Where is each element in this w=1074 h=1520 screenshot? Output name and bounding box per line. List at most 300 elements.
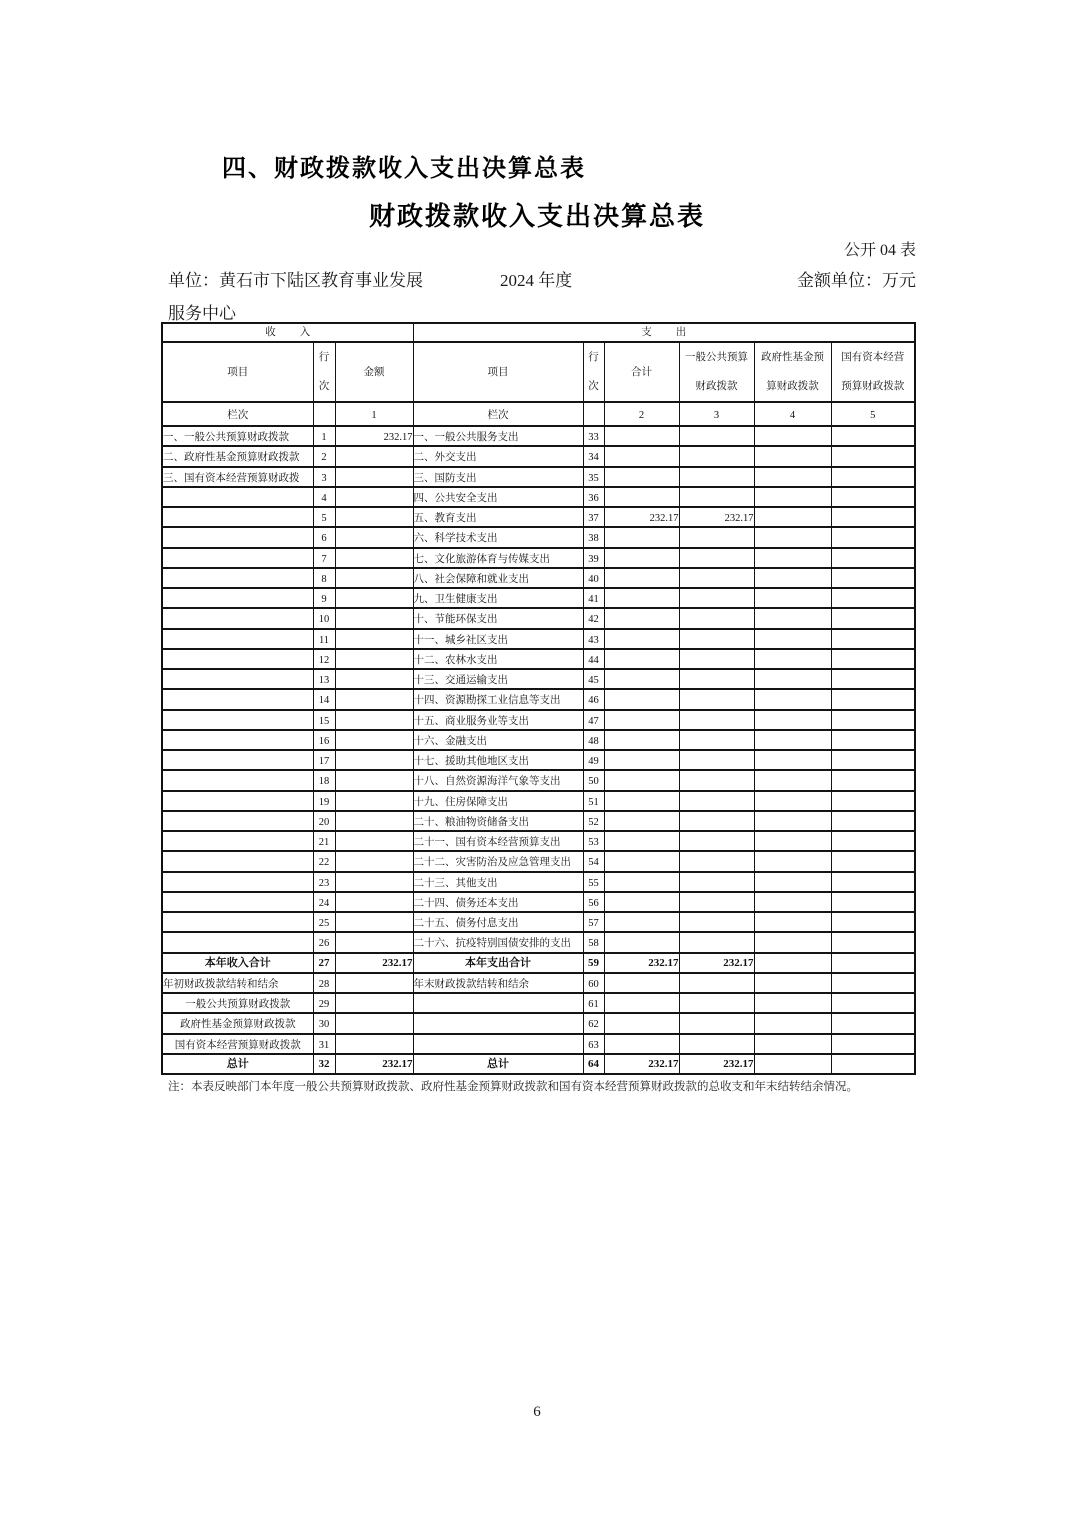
gov-fund-cell <box>754 629 831 649</box>
row-no-char2: 次 <box>588 381 599 392</box>
expense-row-no-cell: 64 <box>583 1054 604 1074</box>
row-no-char2: 次 <box>318 381 330 392</box>
table-title: 财政拨款收入支出决算总表 <box>368 201 705 231</box>
expense-row-no-cell: 36 <box>583 487 604 507</box>
expense-item-cell <box>413 1013 583 1033</box>
income-item-cell <box>162 912 313 932</box>
gov-fund-cell <box>754 588 831 608</box>
income-amount-cell <box>335 831 413 851</box>
expense-row-no-cell: 45 <box>583 669 604 689</box>
expense-lanci-label: 栏次 <box>413 402 583 426</box>
expense-total-cell <box>604 851 679 871</box>
income-item-cell <box>162 750 313 770</box>
general-budget-cell <box>679 527 754 547</box>
unit-label-line1: 单位：黄石市下陆区教育事业发展 <box>168 271 423 290</box>
state-capital-cell <box>831 568 915 588</box>
expense-section-header: 支出 <box>413 323 915 342</box>
gov-fund-cell <box>754 1013 831 1033</box>
general-budget-cell <box>679 973 754 993</box>
expense-row-no-cell: 51 <box>583 791 604 811</box>
footnote: 注：本表反映部门本年度一般公共预算财政拨款、政府性基金预算财政拨款和国有资本经营预算财政拨款的总收支和年末结转结余情况。 <box>168 1081 858 1093</box>
state-capital-cell <box>831 507 915 527</box>
expense-item-cell: 二十、粮油物资储备支出 <box>413 811 583 831</box>
income-amount-cell <box>335 932 413 952</box>
state-capital-cell <box>831 649 915 669</box>
gov-fund-cell <box>754 608 831 628</box>
gov-fund-cell <box>754 851 831 871</box>
income-amount-cell <box>335 446 413 466</box>
general-budget-cell <box>679 791 754 811</box>
income-row-no-cell: 29 <box>313 993 335 1013</box>
expense-total-cell <box>604 527 679 547</box>
expense-item-cell: 二十五、债务付息支出 <box>413 912 583 932</box>
income-amount-cell: 232.17 <box>335 953 413 973</box>
expense-item-cell: 八、社会保障和就业支出 <box>413 568 583 588</box>
income-item-cell <box>162 588 313 608</box>
gov-fund-cell <box>754 892 831 912</box>
row-no-char1: 行 <box>318 352 330 363</box>
expense-total-cell <box>604 1013 679 1033</box>
expense-row-no-index <box>583 402 604 426</box>
income-row-no-cell: 1 <box>313 426 335 446</box>
col-header-expense-row-no <box>583 342 604 402</box>
expense-total-cell <box>604 608 679 628</box>
expense-total-cell <box>604 791 679 811</box>
income-row-no-cell: 3 <box>313 467 335 487</box>
expense-row-no-cell: 57 <box>583 912 604 932</box>
general-budget-cell <box>679 649 754 669</box>
gov-fund-cell <box>754 770 831 790</box>
income-amount-cell <box>335 608 413 628</box>
income-item-cell <box>162 831 313 851</box>
income-item-cell <box>162 811 313 831</box>
general-budget-cell <box>679 669 754 689</box>
state-capital-cell <box>831 851 915 871</box>
income-row-no-cell: 26 <box>313 932 335 952</box>
general-budget-cell <box>679 487 754 507</box>
gov-fund-cell <box>754 973 831 993</box>
income-amount-cell: 232.17 <box>335 426 413 446</box>
state-capital-cell <box>831 953 915 973</box>
income-row-no-cell: 4 <box>313 487 335 507</box>
expense-total-cell <box>604 993 679 1013</box>
income-amount-cell <box>335 649 413 669</box>
form-number-label: 公开 04 表 <box>843 242 916 259</box>
state-capital-cell <box>831 912 915 932</box>
gov-fund-col-index: 4 <box>754 402 831 426</box>
general-budget-cell <box>679 568 754 588</box>
expense-item-cell: 一、一般公共服务支出 <box>413 426 583 446</box>
income-item-cell <box>162 770 313 790</box>
expense-total-cell: 232.17 <box>604 953 679 973</box>
expense-total-cell <box>604 750 679 770</box>
table-row <box>162 548 915 568</box>
expense-item-cell <box>413 1034 583 1054</box>
gov-fund-cell <box>754 872 831 892</box>
expense-row-no-cell: 55 <box>583 872 604 892</box>
income-amount-cell <box>335 548 413 568</box>
state-capital-cell <box>831 467 915 487</box>
state-capital-cell <box>831 932 915 952</box>
gov-fund-cell <box>754 791 831 811</box>
income-row-no-cell: 30 <box>313 1013 335 1033</box>
state-capital-cell <box>831 892 915 912</box>
table-row <box>162 932 915 952</box>
income-amount-cell <box>335 689 413 709</box>
expense-row-no-cell: 50 <box>583 770 604 790</box>
income-amount-cell <box>335 973 413 993</box>
state-capital-cell <box>831 811 915 831</box>
income-row-no-cell: 24 <box>313 892 335 912</box>
expense-total-cell <box>604 973 679 993</box>
state-capital-cell <box>831 973 915 993</box>
expense-row-no-cell: 48 <box>583 730 604 750</box>
income-row-no-cell: 28 <box>313 973 335 993</box>
general-budget-cell <box>679 831 754 851</box>
general-budget-line1: 一般公共预算 <box>685 352 748 363</box>
income-amount-cell <box>335 568 413 588</box>
table-row <box>162 487 915 507</box>
col-header-amount: 金额 <box>335 342 413 402</box>
table-row <box>162 588 915 608</box>
table-body <box>162 426 915 1074</box>
income-item-cell <box>162 629 313 649</box>
expense-row-no-cell: 49 <box>583 750 604 770</box>
gov-fund-cell <box>754 710 831 730</box>
expense-total-cell <box>604 548 679 568</box>
expense-item-cell <box>413 993 583 1013</box>
page-number: 6 <box>533 1404 541 1420</box>
state-capital-cell <box>831 588 915 608</box>
expense-item-cell: 本年支出合计 <box>413 953 583 973</box>
expense-row-no-cell: 37 <box>583 507 604 527</box>
expense-row-no-cell: 42 <box>583 608 604 628</box>
gov-fund-cell <box>754 467 831 487</box>
income-item-cell <box>162 568 313 588</box>
income-row-no-cell: 18 <box>313 770 335 790</box>
expense-item-cell: 十四、资源勘探工业信息等支出 <box>413 689 583 709</box>
income-amount-cell <box>335 710 413 730</box>
income-amount-cell <box>335 892 413 912</box>
state-capital-line1: 国有资本经营 <box>841 352 905 363</box>
income-row-no-cell: 22 <box>313 851 335 871</box>
gov-fund-cell <box>754 912 831 932</box>
income-row-no-cell: 12 <box>313 649 335 669</box>
expense-item-cell: 十、节能环保支出 <box>413 608 583 628</box>
income-item-cell <box>162 689 313 709</box>
gov-fund-cell <box>754 953 831 973</box>
income-row-no-cell: 15 <box>313 710 335 730</box>
expense-row-no-cell: 62 <box>583 1013 604 1033</box>
table-row <box>162 467 915 487</box>
income-item-cell: 政府性基金预算财政拨款 <box>162 1013 313 1033</box>
table-row <box>162 912 915 932</box>
gov-fund-cell <box>754 527 831 547</box>
general-budget-cell <box>679 1034 754 1054</box>
general-budget-cell: 232.17 <box>679 953 754 973</box>
expense-total-cell <box>604 588 679 608</box>
state-capital-line2: 预算财政拨款 <box>841 381 905 392</box>
expense-item-cell: 年末财政拨款结转和结余 <box>413 973 583 993</box>
income-row-no-cell: 5 <box>313 507 335 527</box>
col-header-income-item: 项目 <box>162 342 313 402</box>
amount-unit-label: 金额单位：万元 <box>797 271 916 290</box>
general-budget-cell <box>679 872 754 892</box>
expense-total-cell <box>604 467 679 487</box>
unit-label <box>168 264 468 330</box>
general-budget-cell: 232.17 <box>679 1054 754 1074</box>
table-row <box>162 446 915 466</box>
table-row <box>162 730 915 750</box>
table-row <box>162 1034 915 1054</box>
expense-item-cell: 十八、自然资源海洋气象等支出 <box>413 770 583 790</box>
state-capital-cell <box>831 730 915 750</box>
general-budget-cell <box>679 446 754 466</box>
state-capital-cell <box>831 446 915 466</box>
table-row <box>162 426 915 446</box>
expense-item-cell: 二十三、其他支出 <box>413 872 583 892</box>
state-capital-cell <box>831 993 915 1013</box>
income-item-cell <box>162 851 313 871</box>
income-item-cell <box>162 892 313 912</box>
table-row <box>162 568 915 588</box>
expense-row-no-cell: 39 <box>583 548 604 568</box>
expense-row-no-cell: 47 <box>583 710 604 730</box>
income-row-no-cell: 16 <box>313 730 335 750</box>
expense-total-cell <box>604 932 679 952</box>
income-row-no-cell: 17 <box>313 750 335 770</box>
income-item-cell <box>162 932 313 952</box>
gov-fund-cell <box>754 730 831 750</box>
general-budget-cell <box>679 811 754 831</box>
col-header-expense-item: 项目 <box>413 342 583 402</box>
expense-total-cell <box>604 912 679 932</box>
income-item-cell <box>162 487 313 507</box>
income-item-cell: 三、国有资本经营预算财政拨 <box>162 467 313 487</box>
table-row <box>162 1054 915 1074</box>
gov-fund-cell <box>754 487 831 507</box>
general-budget-cell <box>679 548 754 568</box>
gov-fund-cell <box>754 446 831 466</box>
expense-item-cell: 十六、金融支出 <box>413 730 583 750</box>
income-amount-cell <box>335 487 413 507</box>
gov-fund-cell <box>754 831 831 851</box>
income-row-no-cell: 32 <box>313 1054 335 1074</box>
gov-fund-cell <box>754 1034 831 1054</box>
expense-item-cell: 七、文化旅游体育与传媒支出 <box>413 548 583 568</box>
unit-label-line2: 服务中心 <box>168 304 236 323</box>
general-budget-cell <box>679 629 754 649</box>
income-row-no-cell: 7 <box>313 548 335 568</box>
income-item-cell: 二、政府性基金预算财政拨款 <box>162 446 313 466</box>
expense-row-no-cell: 53 <box>583 831 604 851</box>
expense-total-cell <box>604 831 679 851</box>
gov-fund-cell <box>754 669 831 689</box>
state-capital-cell <box>831 689 915 709</box>
expense-total-cell <box>604 487 679 507</box>
table-row <box>162 649 915 669</box>
income-item-cell <box>162 507 313 527</box>
expense-item-cell: 四、公共安全支出 <box>413 487 583 507</box>
expense-item-cell: 五、教育支出 <box>413 507 583 527</box>
table-row <box>162 527 915 547</box>
expense-total-cell: 232.17 <box>604 507 679 527</box>
table-row <box>162 689 915 709</box>
general-budget-cell <box>679 467 754 487</box>
state-capital-cell <box>831 750 915 770</box>
general-budget-cell <box>679 932 754 952</box>
expense-item-cell: 十五、商业服务业等支出 <box>413 710 583 730</box>
general-budget-cell <box>679 770 754 790</box>
state-capital-cell <box>831 1054 915 1074</box>
gov-fund-cell <box>754 993 831 1013</box>
income-amount-cell <box>335 791 413 811</box>
state-capital-cell <box>831 1013 915 1033</box>
expense-total-cell <box>604 730 679 750</box>
table-row <box>162 629 915 649</box>
income-item-cell <box>162 872 313 892</box>
income-row-no-cell: 2 <box>313 446 335 466</box>
gov-fund-line2: 算财政拨款 <box>766 381 819 392</box>
table-row <box>162 872 915 892</box>
table-row <box>162 770 915 790</box>
expense-total-cell: 232.17 <box>604 1054 679 1074</box>
general-budget-cell <box>679 750 754 770</box>
general-budget-cell <box>679 892 754 912</box>
general-budget-cell: 232.17 <box>679 507 754 527</box>
income-row-no-cell: 25 <box>313 912 335 932</box>
expense-row-no-cell: 34 <box>583 446 604 466</box>
income-amount-cell <box>335 770 413 790</box>
income-row-no-cell: 11 <box>313 629 335 649</box>
income-item-cell <box>162 649 313 669</box>
expense-row-no-cell: 63 <box>583 1034 604 1054</box>
expense-item-cell: 二、外交支出 <box>413 446 583 466</box>
income-section-header: 收入 <box>162 323 413 342</box>
income-amount-cell <box>335 1013 413 1033</box>
state-capital-cell <box>831 527 915 547</box>
income-amount-cell <box>335 467 413 487</box>
table-row <box>162 710 915 730</box>
income-row-no-cell: 20 <box>313 811 335 831</box>
general-budget-cell <box>679 851 754 871</box>
income-amount-cell <box>335 993 413 1013</box>
state-capital-cell <box>831 629 915 649</box>
expense-total-cell <box>604 629 679 649</box>
gov-fund-cell <box>754 548 831 568</box>
gov-fund-cell <box>754 568 831 588</box>
expense-total-cell <box>604 568 679 588</box>
expense-total-cell <box>604 770 679 790</box>
year-label: 2024 年度 <box>500 271 573 290</box>
table-row <box>162 1013 915 1033</box>
col-header-state-capital <box>831 342 915 402</box>
income-amount-cell <box>335 750 413 770</box>
general-budget-cell <box>679 608 754 628</box>
expense-row-no-cell: 41 <box>583 588 604 608</box>
income-amount-cell <box>335 872 413 892</box>
general-budget-cell <box>679 730 754 750</box>
expense-row-no-cell: 35 <box>583 467 604 487</box>
general-budget-cell <box>679 1013 754 1033</box>
income-lanci-label: 栏次 <box>162 402 313 426</box>
expense-item-cell: 二十六、抗疫特别国债安排的支出 <box>413 932 583 952</box>
state-capital-cell <box>831 548 915 568</box>
expense-row-no-cell: 60 <box>583 973 604 993</box>
expense-row-no-cell: 58 <box>583 932 604 952</box>
income-item-cell: 总计 <box>162 1054 313 1074</box>
fiscal-appropriation-table <box>161 322 916 1075</box>
general-budget-line2: 财政拨款 <box>695 381 738 392</box>
table-row <box>162 791 915 811</box>
gov-fund-cell <box>754 689 831 709</box>
gov-fund-cell <box>754 507 831 527</box>
expense-item-cell: 六、科学技术支出 <box>413 527 583 547</box>
state-capital-cell <box>831 426 915 446</box>
income-item-cell <box>162 608 313 628</box>
section-title: 四、财政拨款收入支出决算总表 <box>222 155 586 182</box>
table-row <box>162 892 915 912</box>
income-amount-cell <box>335 730 413 750</box>
expense-item-cell: 二十四、债务还本支出 <box>413 892 583 912</box>
table-section-header-row <box>162 323 915 342</box>
expense-item-cell: 十九、住房保障支出 <box>413 791 583 811</box>
expense-total-cell <box>604 446 679 466</box>
gov-fund-cell <box>754 932 831 952</box>
general-budget-cell <box>679 689 754 709</box>
expense-item-cell: 总计 <box>413 1054 583 1074</box>
expense-total-cell <box>604 649 679 669</box>
expense-total-cell <box>604 1034 679 1054</box>
expense-row-no-cell: 40 <box>583 568 604 588</box>
income-amount-cell <box>335 588 413 608</box>
income-amount-cell <box>335 1034 413 1054</box>
general-budget-cell <box>679 710 754 730</box>
income-row-no-index <box>313 402 335 426</box>
expense-total-cell <box>604 710 679 730</box>
state-capital-cell <box>831 669 915 689</box>
expense-item-cell: 二十二、灾害防治及应急管理支出 <box>413 851 583 871</box>
income-item-cell: 年初财政拨款结转和结余 <box>162 973 313 993</box>
expense-item-cell: 三、国防支出 <box>413 467 583 487</box>
amount-col-index: 1 <box>335 402 413 426</box>
expense-total-cell <box>604 872 679 892</box>
income-row-no-cell: 31 <box>313 1034 335 1054</box>
income-item-cell <box>162 791 313 811</box>
state-capital-col-index: 5 <box>831 402 915 426</box>
income-item-cell <box>162 527 313 547</box>
income-row-no-cell: 8 <box>313 568 335 588</box>
expense-item-cell: 十三、交通运输支出 <box>413 669 583 689</box>
gov-fund-cell <box>754 426 831 446</box>
state-capital-cell <box>831 487 915 507</box>
income-item-cell <box>162 548 313 568</box>
income-amount-cell <box>335 527 413 547</box>
income-item-cell <box>162 730 313 750</box>
general-budget-cell <box>679 426 754 446</box>
gov-fund-line1: 政府性基金预 <box>761 352 824 363</box>
income-row-no-cell: 23 <box>313 872 335 892</box>
expense-row-no-cell: 33 <box>583 426 604 446</box>
income-row-no-cell: 13 <box>313 669 335 689</box>
income-item-cell: 国有资本经营预算财政拨款 <box>162 1034 313 1054</box>
table-row <box>162 831 915 851</box>
table-row <box>162 507 915 527</box>
income-item-cell: 一、一般公共预算财政拨款 <box>162 426 313 446</box>
state-capital-cell <box>831 770 915 790</box>
row-no-char1: 行 <box>588 352 599 363</box>
income-item-cell: 本年收入合计 <box>162 953 313 973</box>
